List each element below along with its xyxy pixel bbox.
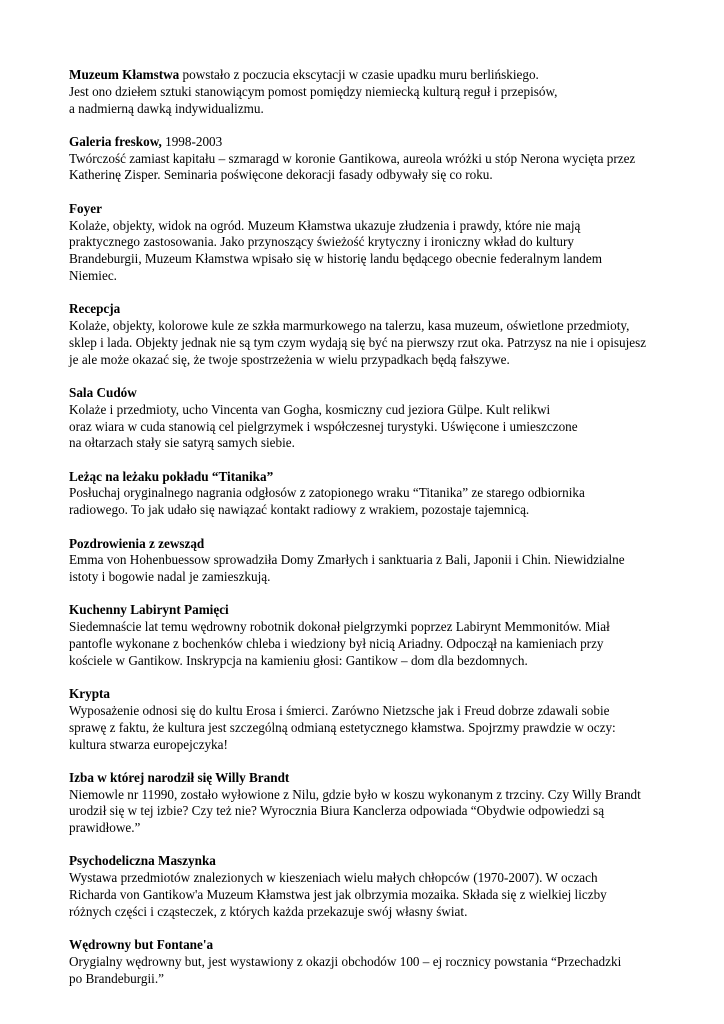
section-text-line: istoty i bogowie nadal je zamieszkują. bbox=[69, 569, 271, 585]
section-text-line: Richarda von Gantikow'a Muzeum Kłamstwa jest jak olbrzymia mozaika. Składa się z wielkiej liczby bbox=[69, 887, 607, 903]
section-heading-line bbox=[69, 686, 709, 703]
section-heading-suffix: 1998-2003 bbox=[161, 133, 223, 149]
section bbox=[69, 602, 709, 669]
section-heading: Wędrowny but Fontane'a bbox=[69, 937, 214, 953]
section-heading-line bbox=[69, 536, 709, 553]
intro-line-2: Jest ono dziełem sztuki stanowiącym pomost pomiędzy niemiecką kulturą reguł i przepisów, bbox=[69, 83, 558, 99]
section-text-line: kultura stwarza europejczyka! bbox=[69, 736, 228, 752]
section-text-line: na ołtarzach stały sie satyrą samych siebie. bbox=[69, 435, 295, 451]
section-heading-line bbox=[69, 937, 709, 954]
section-text-line: Kolaże, objekty, widok na ogród. Muzeum Kłamstwa ukazuje złudzenia i prawdy, które nie mają bbox=[69, 217, 581, 233]
section-text-line: Siedemnaście lat temu wędrowny robotnik dokonał pielgrzymki poprzez Labirynt Memmonitów. Miał bbox=[69, 619, 610, 635]
section-heading-line bbox=[69, 770, 709, 787]
section-text-line: sklep i lada. Objekty jednak nie są tym czym wydają się być na pierwszy rzut oka. Patrzysz na nie i opisujesz bbox=[69, 334, 647, 350]
section-text-line: po Brandeburgii.” bbox=[69, 970, 164, 986]
section-text-line: je ale może okazać się, że twoje spostrzeżenia w wielu przypadkach będą fałszywe. bbox=[69, 351, 510, 367]
section-text-line: Niemiec. bbox=[69, 267, 117, 283]
section-heading: Kuchenny Labirynt Pamięci bbox=[69, 602, 229, 618]
section-heading-line bbox=[69, 469, 709, 486]
intro-line-1-text: powstało z poczucia ekscytacji w czasie upadku muru berlińskiego. bbox=[179, 67, 539, 82]
section-text-line: różnych części i cząsteczek, z których każda przekazuje swój własny świat. bbox=[69, 903, 468, 919]
section-heading-line bbox=[69, 134, 709, 151]
section-text-line: Katherinę Zisper. Seminaria poświęcone dekoracji fasady odbywały się co roku. bbox=[69, 167, 493, 183]
intro-line-1 bbox=[69, 67, 709, 84]
section-heading: Recepcja bbox=[69, 301, 121, 317]
section bbox=[69, 770, 709, 837]
section-text-line: prawidłowe.” bbox=[69, 820, 141, 836]
section-heading-line bbox=[69, 201, 709, 218]
section-text-line: Kolaże, objekty, kolorowe kule ze szkła marmurkowego na talerzu, kasa muzeum, oświetlone przedmioty, bbox=[69, 318, 630, 334]
section bbox=[69, 385, 709, 452]
section-heading: Izba w której narodził się Willy Brandt bbox=[69, 769, 290, 785]
section bbox=[69, 937, 709, 987]
section-heading: Sala Cudów bbox=[69, 384, 137, 400]
section-heading-line bbox=[69, 853, 709, 870]
section-heading: Pozdrowienia z zewsząd bbox=[69, 535, 205, 551]
section bbox=[69, 201, 709, 285]
section-text-line: radiowego. To jak udało się nawiązać kontakt radiowy z wrakiem, pozostaje tajemnicą. bbox=[69, 502, 530, 518]
section-text-line: Kolaże i przedmioty, ucho Vincenta van Gogha, kosmiczny cud jeziora Gülpe. Kult relikwi bbox=[69, 401, 551, 417]
intro-line-3: a nadmierną dawką indywidualizmu. bbox=[69, 100, 264, 116]
document-page bbox=[69, 67, 709, 1004]
section-text-line: sprawę z faktu, że kultura jest szczególną odmianą estetycznego kłamstwa. Spojrzmy prawdzie w oczy: bbox=[69, 719, 616, 735]
section-heading-line bbox=[69, 385, 709, 402]
section bbox=[69, 301, 709, 368]
section-text-line: oraz wiara w cuda stanowią cel pielgrzymek i współczesnej turystyki. Uświęcone i umieszczone bbox=[69, 418, 578, 434]
section-text-line: Twórczość zamiast kapitału – szmaragd w koronie Gantikowa, aureola wróżki u stóp Nerona wycięta przez bbox=[69, 150, 636, 166]
section bbox=[69, 134, 709, 184]
section bbox=[69, 853, 709, 920]
section-heading-line bbox=[69, 301, 709, 318]
intro-section bbox=[69, 67, 709, 117]
section-text-line: Posłuchaj oryginalnego nagrania odgłosów z zatopionego wraku “Titanika” ze starego odbiornika bbox=[69, 485, 585, 501]
section bbox=[69, 536, 709, 586]
section-text-line: pantofle wykonane z bochenków chleba i wiedziony był nicią Ariadny. Odpoczął na kamieniach przy bbox=[69, 636, 604, 652]
section-text-line: Emma von Hohenbuessow sprowadziła Domy Zmarłych i sanktuaria z Bali, Japonii i Chin. Niewidzialne bbox=[69, 552, 625, 568]
sections-container bbox=[69, 134, 709, 988]
section-heading-line bbox=[69, 602, 709, 619]
section-text-line: urodził się w tej izbie? Czy też nie? Wyrocznia Biura Kanclerza odpowiada “Obydwie odpowiedzi są bbox=[69, 803, 605, 819]
section-heading: Krypta bbox=[69, 686, 111, 702]
section-text-line: Orygialny wędrowny but, jest wystawiony z okazji obchodów 100 – ej rocznicy powstania “Przechadzki bbox=[69, 953, 622, 969]
section bbox=[69, 686, 709, 753]
section-text-line: Wystawa przedmiotów znalezionych w kieszeniach wielu małych chłopców (1970-2007). W oczach bbox=[69, 870, 598, 886]
section-text-line: Niemowle nr 11990, zostało wyłowione z Nilu, gdzie było w koszu wykonanym z trzciny. Czy Willy Brandt bbox=[69, 786, 641, 802]
section-heading: Foyer bbox=[69, 200, 102, 216]
section-heading: Leżąc na leżaku pokładu “Titanika” bbox=[69, 468, 274, 484]
section-text-line: Wyposażenie odnosi się do kultu Erosa i śmierci. Zarówno Nietzsche jak i Freud dobrze zdawali sobie bbox=[69, 702, 610, 718]
section-text-line: kościele w Gantikow. Inskrypcja na kamieniu głosi: Gantikow – dom dla bezdomnych. bbox=[69, 652, 528, 668]
section-text-line: Brandeburgii, Muzeum Kłamstwa wpisało się w historię landu będącego obecnie federalnym landem bbox=[69, 251, 602, 267]
section bbox=[69, 469, 709, 519]
section-heading: Psychodeliczna Maszynka bbox=[69, 853, 216, 869]
museum-title: Muzeum Kłamstwa bbox=[69, 67, 180, 82]
section-heading: Galeria freskow, bbox=[69, 133, 162, 149]
section-text-line: praktycznego zastosowania. Jako przynoszący świeżość krytyczny i ironiczny wkład do kultury bbox=[69, 234, 574, 250]
